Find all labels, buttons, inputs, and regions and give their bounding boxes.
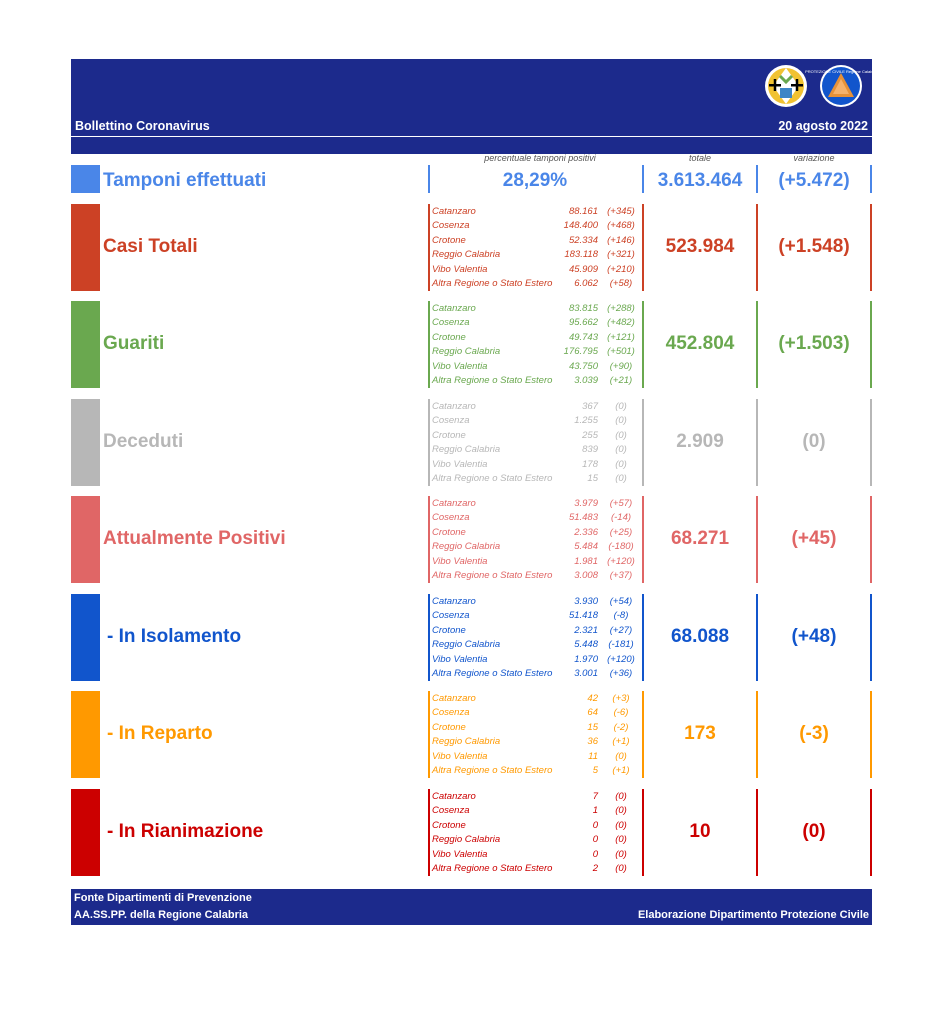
province-value: 95.662 bbox=[568, 317, 598, 329]
category-title: Deceduti bbox=[103, 431, 184, 452]
province-variation: (-181) bbox=[608, 639, 634, 651]
province-name: Catanzaro bbox=[432, 401, 476, 412]
divider bbox=[428, 789, 430, 876]
province-value: 51.418 bbox=[568, 610, 598, 622]
province-variation: (+482) bbox=[607, 317, 635, 329]
category-total: 173 bbox=[684, 723, 716, 744]
header-bar bbox=[71, 59, 877, 154]
category-total: 523.984 bbox=[665, 236, 735, 257]
divider bbox=[870, 301, 872, 388]
category-total: 2.909 bbox=[676, 431, 724, 452]
province-variation: (0) bbox=[615, 429, 627, 441]
province-value: 2 bbox=[592, 863, 598, 874]
province-name: Reggio Calabria bbox=[432, 444, 501, 456]
province-name: Cosenza bbox=[432, 512, 470, 524]
province-variation: (+21) bbox=[609, 375, 633, 386]
province-row bbox=[432, 819, 642, 833]
province-row bbox=[432, 219, 642, 233]
province-variation: (0) bbox=[615, 863, 627, 874]
divider bbox=[870, 594, 872, 681]
province-name: Altra Regione o Stato Estero bbox=[432, 570, 553, 581]
province-value: 42 bbox=[587, 693, 598, 704]
province-value: 0 bbox=[592, 834, 598, 846]
total-column-header: totale bbox=[688, 153, 712, 163]
percent-column-header: percentuale tamponi positivi bbox=[484, 153, 596, 163]
province-value: 45.909 bbox=[568, 263, 598, 275]
province-value: 52.334 bbox=[568, 234, 598, 246]
province-variation: (+27) bbox=[609, 624, 633, 636]
divider bbox=[870, 691, 872, 778]
province-row bbox=[432, 316, 642, 330]
province-name: Catanzaro bbox=[432, 303, 476, 314]
province-value: 3.001 bbox=[574, 668, 598, 679]
bulletin-title: Bollettino Coronavirus bbox=[75, 119, 210, 133]
province-row bbox=[432, 302, 642, 316]
province-variation: (+321) bbox=[607, 249, 635, 261]
province-name: Catanzaro bbox=[432, 596, 476, 607]
province-row bbox=[432, 374, 642, 388]
province-name: Reggio Calabria bbox=[432, 346, 501, 358]
province-name: Altra Regione o Stato Estero bbox=[432, 473, 553, 484]
province-variation: (0) bbox=[615, 473, 627, 484]
category-deceduti bbox=[71, 399, 872, 486]
province-value: 88.161 bbox=[568, 206, 598, 217]
category-total: 10 bbox=[689, 821, 711, 842]
province-name: Cosenza bbox=[432, 317, 470, 329]
province-value: 49.743 bbox=[568, 331, 598, 343]
province-name: Cosenza bbox=[432, 610, 470, 622]
divider bbox=[428, 594, 430, 681]
province-variation: (+468) bbox=[607, 220, 635, 232]
province-row bbox=[432, 277, 642, 291]
province-row bbox=[432, 248, 642, 262]
category-attualmente-positivi bbox=[71, 496, 872, 583]
tamponi-variation: (+5.472) bbox=[778, 170, 850, 191]
province-variation: (+121) bbox=[607, 331, 635, 343]
province-row bbox=[432, 638, 642, 652]
province-variation: (+36) bbox=[609, 668, 633, 679]
province-variation: (0) bbox=[615, 819, 627, 831]
province-value: 1 bbox=[592, 805, 598, 817]
province-name: Crotone bbox=[432, 819, 466, 831]
divider bbox=[870, 399, 872, 486]
province-variation: (-14) bbox=[610, 512, 632, 524]
province-value: 367 bbox=[582, 401, 598, 412]
province-value: 15 bbox=[587, 473, 598, 484]
province-row bbox=[432, 706, 642, 720]
province-variation: (+345) bbox=[607, 206, 635, 217]
divider bbox=[428, 496, 430, 583]
divider bbox=[870, 165, 872, 193]
province-row bbox=[432, 653, 642, 667]
province-row bbox=[432, 234, 642, 248]
province-row bbox=[432, 609, 642, 623]
category-swatch bbox=[71, 691, 100, 778]
province-variation: (0) bbox=[615, 401, 627, 412]
tamponi-row bbox=[71, 165, 872, 195]
province-name: Reggio Calabria bbox=[432, 639, 501, 651]
category-title: Guariti bbox=[103, 333, 165, 354]
province-name: Crotone bbox=[432, 331, 466, 343]
category-variation: (+48) bbox=[791, 626, 837, 647]
province-name: Reggio Calabria bbox=[432, 736, 501, 748]
province-row bbox=[432, 750, 642, 764]
province-value: 51.483 bbox=[568, 512, 598, 524]
category-swatch bbox=[71, 204, 100, 291]
divider bbox=[428, 691, 430, 778]
province-name: Catanzaro bbox=[432, 791, 476, 802]
province-variation: (-6) bbox=[613, 707, 629, 719]
category-swatch bbox=[71, 789, 100, 876]
tamponi-swatch bbox=[71, 165, 100, 193]
province-variation: (+210) bbox=[607, 263, 635, 275]
province-row bbox=[432, 569, 642, 583]
category-title: Attualmente Positivi bbox=[103, 528, 286, 549]
province-row bbox=[432, 848, 642, 862]
province-name: Cosenza bbox=[432, 805, 470, 817]
province-row bbox=[432, 331, 642, 345]
province-value: 5 bbox=[592, 765, 598, 776]
province-variation: (0) bbox=[615, 750, 627, 762]
province-value: 5.484 bbox=[574, 541, 598, 553]
divider bbox=[870, 496, 872, 583]
province-row bbox=[432, 804, 642, 818]
province-name: Cosenza bbox=[432, 415, 470, 427]
tamponi-percent: 28,29% bbox=[502, 170, 568, 191]
province-variation: (+120) bbox=[607, 653, 635, 665]
province-variation: (+146) bbox=[607, 234, 635, 246]
source-line-1: Fonte Dipartimenti di Prevenzione bbox=[74, 892, 252, 904]
province-variation: (0) bbox=[615, 805, 627, 817]
category-in-rianimazione bbox=[71, 789, 872, 876]
province-name: Vibo Valentia bbox=[432, 263, 488, 275]
province-row bbox=[432, 555, 642, 569]
province-name: Reggio Calabria bbox=[432, 249, 501, 261]
province-variation: (+57) bbox=[609, 498, 633, 509]
province-value: 176.795 bbox=[563, 346, 598, 358]
province-value: 2.336 bbox=[574, 526, 598, 538]
category-swatch bbox=[71, 301, 100, 388]
province-row bbox=[432, 360, 642, 374]
province-row bbox=[432, 205, 642, 219]
province-row bbox=[432, 497, 642, 511]
elaboration-credit: Elaborazione Dipartimento Protezione Civile bbox=[637, 909, 869, 921]
province-value: 3.008 bbox=[574, 570, 598, 581]
province-name: Vibo Valentia bbox=[432, 458, 488, 470]
province-variation: (+58) bbox=[609, 278, 633, 289]
province-variation: (+25) bbox=[609, 526, 633, 538]
category-variation: (+1.548) bbox=[778, 236, 850, 257]
province-value: 83.815 bbox=[568, 303, 598, 314]
divider bbox=[870, 789, 872, 876]
province-name: Vibo Valentia bbox=[432, 750, 488, 762]
province-variation: (-8) bbox=[613, 610, 629, 622]
province-name: Vibo Valentia bbox=[432, 555, 488, 567]
province-variation: (-2) bbox=[613, 721, 629, 733]
province-name: Crotone bbox=[432, 721, 466, 733]
province-row bbox=[432, 667, 642, 681]
category-casi-totali bbox=[71, 204, 872, 291]
protezione-civile-logo-icon bbox=[805, 64, 877, 108]
province-row bbox=[432, 400, 642, 414]
province-row bbox=[432, 735, 642, 749]
province-value: 1.255 bbox=[574, 415, 598, 427]
province-row bbox=[432, 540, 642, 554]
province-row bbox=[432, 263, 642, 277]
province-row bbox=[432, 833, 642, 847]
category-total: 68.088 bbox=[670, 626, 730, 647]
province-variation: (0) bbox=[615, 834, 627, 846]
province-variation: (+54) bbox=[609, 596, 633, 607]
province-variation: (0) bbox=[615, 458, 627, 470]
province-row bbox=[432, 345, 642, 359]
province-value: 64 bbox=[587, 707, 598, 719]
province-row bbox=[432, 443, 642, 457]
header-divider bbox=[71, 136, 872, 137]
province-value: 5.448 bbox=[574, 639, 598, 651]
divider bbox=[870, 204, 872, 291]
province-row bbox=[432, 511, 642, 525]
category-title: - In Rianimazione bbox=[107, 821, 264, 842]
province-row bbox=[432, 414, 642, 428]
divider bbox=[428, 301, 430, 388]
category-title: - In Reparto bbox=[107, 723, 213, 744]
province-name: Reggio Calabria bbox=[432, 541, 501, 553]
province-name: Cosenza bbox=[432, 220, 470, 232]
regione-calabria-logo-icon bbox=[764, 64, 808, 108]
province-name: Crotone bbox=[432, 624, 466, 636]
variation-column-header: variazione bbox=[793, 153, 835, 163]
province-name: Crotone bbox=[432, 234, 466, 246]
province-value: 148.400 bbox=[563, 220, 598, 232]
province-variation: (+37) bbox=[609, 570, 633, 581]
province-name: Catanzaro bbox=[432, 693, 476, 704]
category-variation: (+45) bbox=[791, 528, 837, 549]
province-value: 1.981 bbox=[574, 555, 598, 567]
bulletin-date: 20 agosto 2022 bbox=[778, 119, 868, 133]
category-title: Casi Totali bbox=[103, 236, 198, 257]
province-variation: (0) bbox=[615, 848, 627, 860]
province-value: 178 bbox=[582, 458, 598, 470]
tamponi-total: 3.613.464 bbox=[657, 170, 743, 191]
source-line-2: AA.SS.PP. della Regione Calabria bbox=[74, 909, 249, 921]
province-name: Altra Regione o Stato Estero bbox=[432, 863, 553, 874]
province-variation: (+1) bbox=[612, 736, 630, 748]
category-variation: (0) bbox=[802, 431, 826, 452]
category-variation: (+1.503) bbox=[778, 333, 850, 354]
province-value: 11 bbox=[588, 750, 598, 762]
province-name: Vibo Valentia bbox=[432, 360, 488, 372]
divider bbox=[428, 204, 430, 291]
province-value: 7 bbox=[592, 791, 598, 802]
province-row bbox=[432, 862, 642, 876]
province-name: Catanzaro bbox=[432, 206, 476, 217]
province-variation: (+501) bbox=[607, 346, 635, 358]
province-name: Altra Regione o Stato Estero bbox=[432, 765, 553, 776]
province-variation: (+3) bbox=[612, 693, 630, 704]
category-swatch bbox=[71, 594, 100, 681]
province-row bbox=[432, 429, 642, 443]
province-value: 3.930 bbox=[574, 596, 598, 607]
province-value: 2.321 bbox=[574, 624, 598, 636]
province-value: 183.118 bbox=[564, 249, 598, 261]
province-value: 1.970 bbox=[574, 653, 598, 665]
province-value: 0 bbox=[592, 848, 598, 860]
province-name: Vibo Valentia bbox=[432, 653, 488, 665]
province-row bbox=[432, 595, 642, 609]
province-name: Altra Regione o Stato Estero bbox=[432, 375, 553, 386]
category-in-isolamento bbox=[71, 594, 872, 681]
province-row bbox=[432, 526, 642, 540]
province-variation: (0) bbox=[615, 444, 627, 456]
category-title: - In Isolamento bbox=[107, 626, 242, 647]
province-value: 3.979 bbox=[574, 498, 598, 509]
tamponi-title: Tamponi effettuati bbox=[103, 170, 267, 191]
province-value: 3.039 bbox=[574, 375, 598, 386]
category-swatch bbox=[71, 399, 100, 486]
province-name: Catanzaro bbox=[432, 498, 476, 509]
province-value: 255 bbox=[582, 429, 598, 441]
category-in-reparto bbox=[71, 691, 872, 778]
province-row bbox=[432, 764, 642, 778]
province-variation: (+120) bbox=[607, 555, 635, 567]
province-name: Reggio Calabria bbox=[432, 834, 501, 846]
province-row bbox=[432, 692, 642, 706]
province-value: 6.062 bbox=[574, 278, 598, 289]
province-variation: (0) bbox=[615, 415, 627, 427]
province-row bbox=[432, 458, 642, 472]
province-name: Vibo Valentia bbox=[432, 848, 488, 860]
province-variation: (+1) bbox=[612, 765, 630, 776]
province-name: Cosenza bbox=[432, 707, 470, 719]
province-variation: (0) bbox=[615, 791, 627, 802]
province-value: 43.750 bbox=[568, 360, 598, 372]
province-name: Altra Regione o Stato Estero bbox=[432, 278, 553, 289]
province-variation: (-180) bbox=[608, 541, 634, 553]
logo-text: PROTEZIONE CIVILE Regione Calabria bbox=[805, 69, 877, 74]
footer-bar bbox=[71, 889, 872, 925]
category-total: 68.271 bbox=[670, 528, 730, 549]
province-variation: (+288) bbox=[607, 303, 635, 314]
province-value: 839 bbox=[582, 444, 598, 456]
province-value: 15 bbox=[587, 721, 598, 733]
province-value: 0 bbox=[592, 819, 598, 831]
province-row bbox=[432, 721, 642, 735]
province-variation: (+90) bbox=[609, 360, 633, 372]
category-variation: (-3) bbox=[799, 723, 829, 744]
province-name: Altra Regione o Stato Estero bbox=[432, 668, 553, 679]
province-value: 36 bbox=[587, 736, 598, 748]
category-swatch bbox=[71, 496, 100, 583]
province-name: Crotone bbox=[432, 429, 466, 441]
category-variation: (0) bbox=[802, 821, 826, 842]
province-row bbox=[432, 624, 642, 638]
divider bbox=[428, 399, 430, 486]
province-row bbox=[432, 472, 642, 486]
category-guariti bbox=[71, 301, 872, 388]
province-name: Crotone bbox=[432, 526, 466, 538]
province-row bbox=[432, 790, 642, 804]
category-total: 452.804 bbox=[665, 333, 735, 354]
